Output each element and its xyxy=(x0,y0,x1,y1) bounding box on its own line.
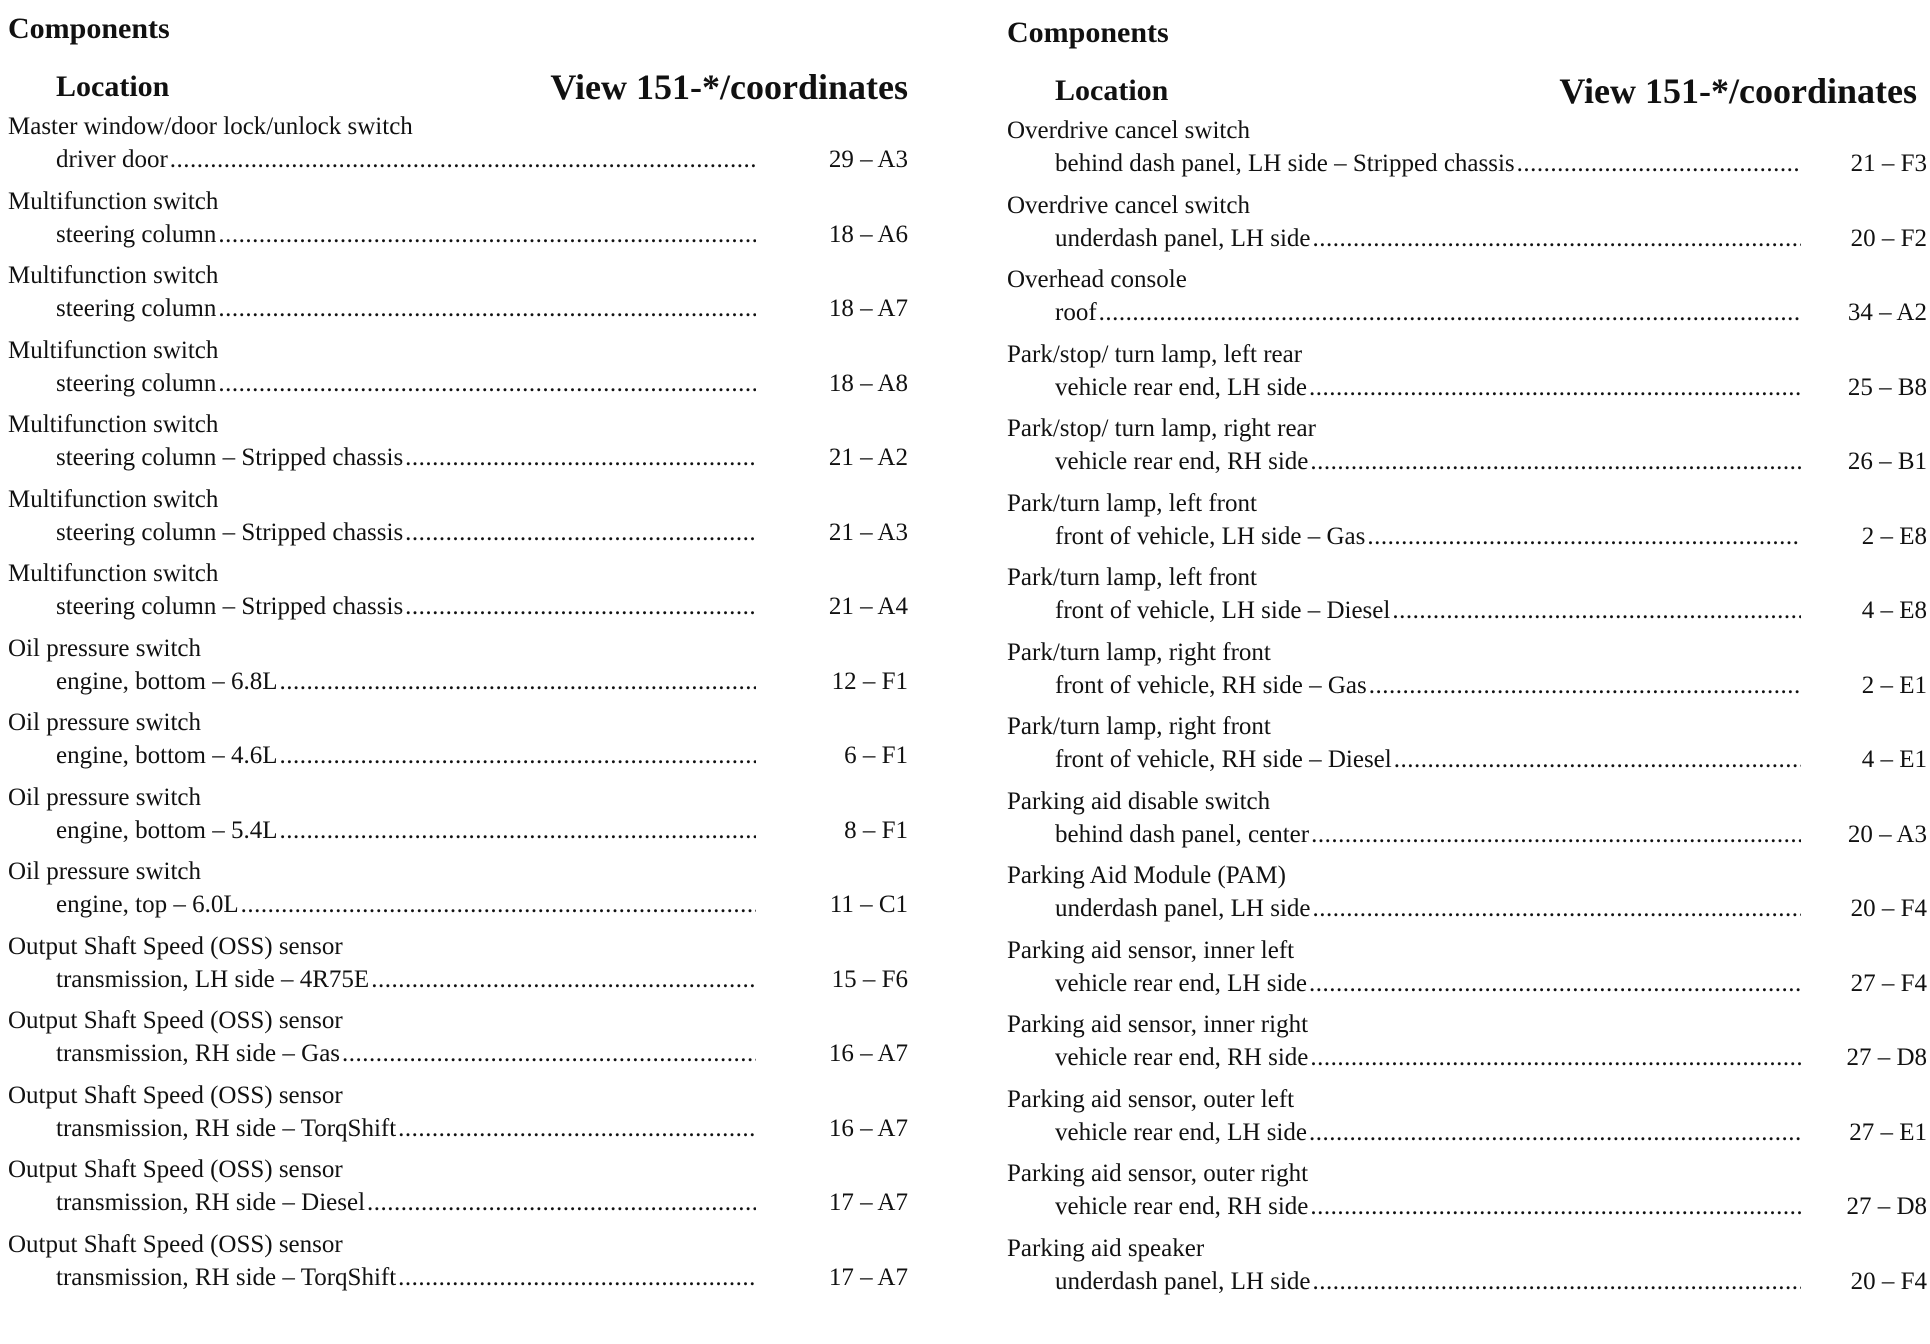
component-entry xyxy=(1007,340,1927,415)
component-entry xyxy=(8,1006,908,1081)
view-coordinate: 6 – F1 xyxy=(844,742,908,769)
view-coordinate: 8 – F1 xyxy=(844,816,908,844)
component-location xyxy=(1055,224,1801,254)
component-location-text: front of vehicle, RH side – Gas xyxy=(1055,671,1367,699)
component-entry xyxy=(8,857,908,932)
view-coordinate: 2 – E8 xyxy=(1861,522,1927,550)
view-coordinate: 18 – A7 xyxy=(828,295,908,322)
component-name: Multifunction switch xyxy=(8,560,219,587)
component-location xyxy=(1055,894,1801,924)
component-entry xyxy=(8,1081,908,1156)
component-entry xyxy=(8,112,908,187)
component-location xyxy=(1055,596,1801,626)
component-location-text: steering column – Stripped chassis xyxy=(56,593,404,620)
component-location xyxy=(56,965,756,995)
component-name: Overhead console xyxy=(1007,266,1187,293)
view-coordinates-header: View 151-*/coordinates xyxy=(1559,71,1917,111)
component-location-text: transmission, RH side – Gas xyxy=(56,1040,341,1067)
component-name: Park/stop/ turn lamp, left rear xyxy=(1007,340,1303,368)
component-name: Overdrive cancel switch xyxy=(1007,191,1250,219)
view-coordinate: 27 – E1 xyxy=(1849,1118,1927,1146)
component-entry xyxy=(8,410,908,485)
component-entry xyxy=(8,932,908,1007)
component-entry xyxy=(8,783,908,858)
view-coordinate: 25 – B8 xyxy=(1847,373,1927,401)
view-coordinate: 4 – E8 xyxy=(1861,597,1927,624)
view-coordinate: 34 – A2 xyxy=(1847,299,1927,326)
component-location-text: roof xyxy=(1055,299,1097,326)
component-location-text: engine, top – 6.0L xyxy=(56,891,239,918)
component-location xyxy=(56,220,756,250)
component-location-text: behind dash panel, LH side – Stripped chassis xyxy=(1055,150,1515,177)
component-location xyxy=(1055,745,1801,775)
component-location-text: underdash panel, LH side xyxy=(1055,1267,1311,1295)
view-coordinate: 20 – F2 xyxy=(1850,224,1927,252)
component-entry xyxy=(1007,116,1927,191)
component-location-text: engine, bottom – 5.4L xyxy=(56,816,278,844)
view-coordinate: 20 – F4 xyxy=(1850,895,1927,922)
component-location xyxy=(56,741,756,771)
component-location-text: vehicle rear end, RH side xyxy=(1055,1044,1309,1071)
component-entry xyxy=(1007,1234,1927,1309)
component-name: Parking aid sensor, outer left xyxy=(1007,1085,1295,1113)
component-name: Output Shaft Speed (OSS) sensor xyxy=(8,1007,343,1034)
component-list xyxy=(8,112,908,1304)
component-location xyxy=(1055,298,1801,328)
component-entry xyxy=(1007,1085,1927,1160)
view-coordinate: 21 – A2 xyxy=(828,444,908,471)
component-entry xyxy=(1007,1010,1927,1085)
component-location xyxy=(1055,149,1801,179)
component-entry xyxy=(1007,265,1927,340)
view-coordinate: 27 – F4 xyxy=(1850,969,1927,997)
component-name: Multifunction switch xyxy=(8,187,219,215)
component-location-text: front of vehicle, LH side – Diesel xyxy=(1055,597,1391,624)
component-location xyxy=(56,369,756,399)
component-name: Multifunction switch xyxy=(8,485,219,513)
component-location-text: vehicle rear end, LH side xyxy=(1055,373,1307,401)
section-title: Components xyxy=(8,12,170,45)
component-entry xyxy=(1007,1159,1927,1234)
component-location xyxy=(56,145,756,175)
component-location xyxy=(56,667,756,697)
component-name: Multifunction switch xyxy=(8,411,219,438)
component-location-text: steering column xyxy=(56,295,217,322)
component-location xyxy=(1055,969,1801,999)
view-coordinate: 16 – A7 xyxy=(828,1114,908,1142)
view-coordinate: 29 – A3 xyxy=(828,146,908,173)
component-name: Parking aid disable switch xyxy=(1007,787,1271,815)
component-location-text: steering column – Stripped chassis xyxy=(56,518,404,546)
component-name: Park/turn lamp, right front xyxy=(1007,638,1271,666)
component-list xyxy=(1007,116,1927,1308)
component-location xyxy=(1055,522,1801,552)
component-name: Parking aid speaker xyxy=(1007,1234,1205,1262)
section-title: Components xyxy=(1007,16,1169,49)
component-location xyxy=(1055,1043,1801,1073)
component-name: Master window/door lock/unlock switch xyxy=(8,113,413,140)
component-location xyxy=(56,1188,756,1218)
view-coordinate: 20 – A3 xyxy=(1847,820,1927,848)
component-location-text: vehicle rear end, RH side xyxy=(1055,448,1309,475)
component-entry xyxy=(1007,489,1927,564)
component-location-text: steering column xyxy=(56,369,217,397)
component-location xyxy=(56,518,756,548)
component-location xyxy=(56,592,756,622)
component-location xyxy=(1055,820,1801,850)
component-name: Park/turn lamp, left front xyxy=(1007,489,1257,517)
component-entry xyxy=(8,559,908,634)
view-coordinate: 11 – C1 xyxy=(829,891,908,918)
view-coordinates-header: View 151-*/coordinates xyxy=(550,67,908,107)
component-location-text: transmission, RH side – Diesel xyxy=(56,1189,366,1216)
component-name: Multifunction switch xyxy=(8,336,219,364)
view-coordinate: 27 – D8 xyxy=(1846,1193,1927,1220)
component-location xyxy=(1055,1267,1801,1297)
component-location xyxy=(56,890,756,920)
component-location xyxy=(56,1263,756,1293)
component-name: Output Shaft Speed (OSS) sensor xyxy=(8,1156,343,1183)
component-location xyxy=(56,1114,756,1144)
view-coordinate: 21 – A4 xyxy=(828,593,908,620)
component-location-text: steering column xyxy=(56,220,217,248)
view-coordinate: 20 – F4 xyxy=(1850,1267,1927,1295)
component-location-text: underdash panel, LH side xyxy=(1055,224,1311,252)
component-location xyxy=(1055,447,1801,477)
component-location-text: front of vehicle, LH side – Gas xyxy=(1055,522,1366,550)
component-name: Oil pressure switch xyxy=(8,858,202,885)
component-name: Overdrive cancel switch xyxy=(1007,117,1250,144)
view-coordinate: 2 – E1 xyxy=(1861,671,1927,699)
component-location-text: steering column – Stripped chassis xyxy=(56,444,404,471)
component-location-text: transmission, RH side – TorqShift xyxy=(56,1114,397,1142)
component-location xyxy=(56,443,756,473)
component-entry xyxy=(1007,712,1927,787)
component-name: Oil pressure switch xyxy=(8,783,202,811)
component-entry xyxy=(1007,936,1927,1011)
component-location-text: vehicle rear end, RH side xyxy=(1055,1193,1309,1220)
component-location-text: transmission, LH side – 4R75E xyxy=(56,965,370,993)
component-location xyxy=(56,1039,756,1069)
view-coordinate: 4 – E1 xyxy=(1861,746,1927,773)
component-entry xyxy=(8,485,908,560)
component-entry xyxy=(1007,787,1927,862)
component-location-text: engine, bottom – 4.6L xyxy=(56,742,278,769)
component-entry xyxy=(1007,191,1927,266)
location-header: Location xyxy=(1055,74,1169,107)
view-coordinate: 26 – B1 xyxy=(1847,448,1927,475)
location-header: Location xyxy=(56,70,170,103)
view-coordinate: 18 – A8 xyxy=(828,369,908,397)
component-name: Parking aid sensor, inner left xyxy=(1007,936,1295,964)
view-coordinate: 15 – F6 xyxy=(831,965,908,993)
component-entry xyxy=(8,261,908,336)
view-coordinate: 17 – A7 xyxy=(828,1189,908,1216)
component-name: Park/turn lamp, right front xyxy=(1007,713,1271,740)
component-name: Multifunction switch xyxy=(8,262,219,289)
component-name: Output Shaft Speed (OSS) sensor xyxy=(8,932,343,960)
column-header xyxy=(8,66,908,110)
component-entry xyxy=(8,1155,908,1230)
component-entry xyxy=(8,634,908,709)
component-name: Oil pressure switch xyxy=(8,709,202,736)
component-location-text: driver door xyxy=(56,146,168,173)
component-name: Oil pressure switch xyxy=(8,634,202,662)
component-location xyxy=(56,816,756,846)
component-location-text: transmission, RH side – TorqShift xyxy=(56,1263,397,1291)
component-entry xyxy=(8,708,908,783)
component-location-text: behind dash panel, center xyxy=(1055,820,1310,848)
component-name: Park/turn lamp, left front xyxy=(1007,564,1257,591)
component-location xyxy=(1055,1118,1801,1148)
component-location-text: underdash panel, LH side xyxy=(1055,895,1311,922)
component-name: Output Shaft Speed (OSS) sensor xyxy=(8,1081,343,1109)
component-name: Output Shaft Speed (OSS) sensor xyxy=(8,1230,343,1258)
component-location-text: front of vehicle, RH side – Diesel xyxy=(1055,746,1392,773)
component-name: Parking Aid Module (PAM) xyxy=(1007,862,1286,889)
component-location xyxy=(1055,373,1801,403)
component-location xyxy=(56,294,756,324)
component-location xyxy=(1055,1192,1801,1222)
component-entry xyxy=(8,187,908,262)
view-coordinate: 21 – F3 xyxy=(1850,150,1927,177)
component-name: Parking aid sensor, inner right xyxy=(1007,1011,1309,1038)
column-header xyxy=(1007,70,1917,114)
component-entry xyxy=(1007,638,1927,713)
view-coordinate: 18 – A6 xyxy=(828,220,908,248)
component-name: Park/stop/ turn lamp, right rear xyxy=(1007,415,1316,442)
component-entry xyxy=(8,336,908,411)
component-entry xyxy=(1007,861,1927,936)
component-entry xyxy=(1007,414,1927,489)
view-coordinate: 12 – F1 xyxy=(831,667,908,695)
component-entry xyxy=(8,1230,908,1305)
component-location xyxy=(1055,671,1801,701)
view-coordinate: 21 – A3 xyxy=(828,518,908,546)
view-coordinate: 16 – A7 xyxy=(828,1040,908,1067)
component-name: Parking aid sensor, outer right xyxy=(1007,1160,1309,1187)
component-entry xyxy=(1007,563,1927,638)
view-coordinate: 27 – D8 xyxy=(1846,1044,1927,1071)
component-location-text: vehicle rear end, LH side xyxy=(1055,1118,1307,1146)
component-location-text: vehicle rear end, LH side xyxy=(1055,969,1307,997)
component-location-text: engine, bottom – 6.8L xyxy=(56,667,278,695)
view-coordinate: 17 – A7 xyxy=(828,1263,908,1291)
